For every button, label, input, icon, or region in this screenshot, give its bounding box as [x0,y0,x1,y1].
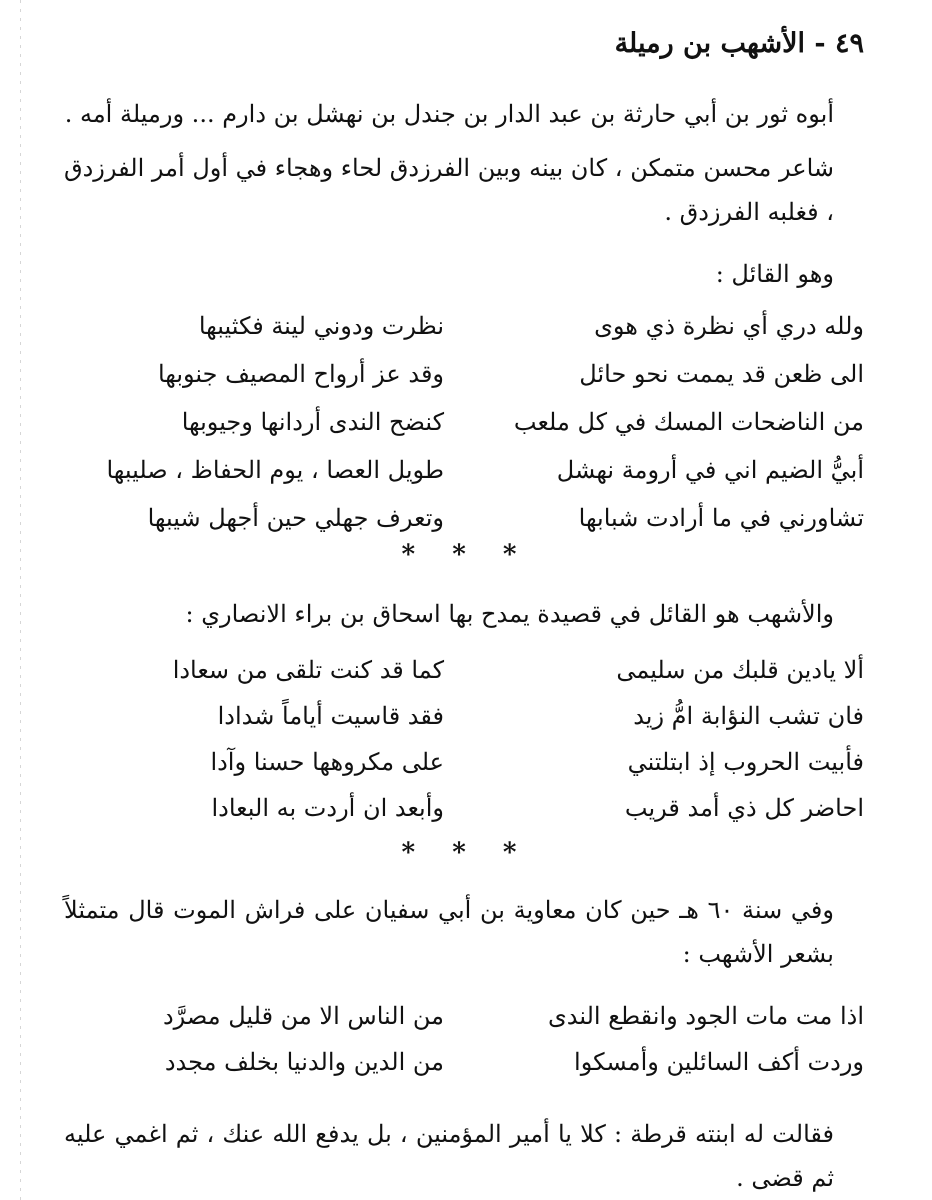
verse-first-hemistich: ولله دري أي نظرة ذي هوى [594,312,864,340]
verse-first-hemistich: فان تشب النؤابة امُّ زيد [633,702,864,730]
verse-first-hemistich: فأبيت الحروب إذ ابتلتني [627,748,864,776]
verse-first-hemistich: تشاورني في ما أرادت شبابها [578,504,864,532]
verse-second-hemistich: طويل العصا ، يوم الحفاظ ، صليبها [106,456,444,484]
verse-second-hemistich: على مكروهها حسنا وآدا [210,748,444,776]
verse-line [64,304,864,348]
verse-line [64,786,864,830]
verse-first-hemistich: الى ظعن قد يممت نحو حائل [579,360,864,388]
verse-first-hemistich: وردت أكف السائلين وأمسكوا [574,1048,864,1076]
verse-second-hemistich: من الدين والدنيا بخلف مجدد [164,1048,444,1076]
verse-first-hemistich: اذا مت مات الجود وانقطع الندى [547,1002,864,1030]
verse-first-hemistich: من الناضحات المسك في كل ملعب [513,408,864,436]
verse-line [64,400,864,444]
verse-second-hemistich: نظرت ودوني لينة فكثيبها [198,312,444,340]
paragraph-text: وهو القائل : [715,260,834,288]
paragraph-intro-poem3 [64,888,864,976]
verse-second-hemistich: كما قد كنت تلقى من سعادا [172,656,444,684]
paragraph-lineage [64,92,864,136]
verse-second-hemistich: وتعرف جهلي حين أجهل شيبها [147,504,444,532]
paragraph-text: شاعر محسن متمكن ، كان بينه وبين الفرزدق لحاء وهجاء في أول أمر الفرزدق ، فغلبه الفرزدق . [64,154,834,226]
verse-second-hemistich: من الناس الا من قليل مصرَّد [162,1002,444,1030]
verse-second-hemistich: كنضح الندى أردانها وجيوبها [181,408,444,436]
verse-second-hemistich: فقد قاسيت أياماً شدادا [217,702,444,730]
verse-line [64,448,864,492]
verse-line [64,694,864,738]
paragraph-conclusion [64,1112,864,1200]
entry-heading: ٤٩ - الأشهب بن رميلة [614,28,864,59]
verse-line [64,740,864,784]
paragraph-text: وفي سنة ٦٠ هـ حين كان معاوية بن أبي سفيان على فراش الموت قال متمثلاً بشعر الأشهب : [64,896,834,968]
verse-first-hemistich: أبيُّ الضيم اني في أرومة نهشل [556,456,864,484]
scan-margin-line [20,0,21,1200]
verse-first-hemistich: احاضر كل ذي أمد قريب [624,794,864,822]
paragraph-description [64,146,864,234]
section-separator: * * * [401,540,531,570]
paragraph-intro-poem1 [64,252,864,296]
verse-line [64,648,864,692]
paragraph-text: والأشهب هو القائل في قصيدة يمدح بها اسحاق بن براء الانصاري : [185,600,834,628]
verse-line [64,1040,864,1084]
verse-line [64,994,864,1038]
paragraph-intro-poem2 [64,592,864,636]
verse-second-hemistich: وقد عز أرواح المصيف جنوبها [157,360,444,388]
paragraph-text: أبوه ثور بن أبي حارثة بن عبد الدار بن جندل بن نهشل بن دارم ... ورميلة أمه . [64,100,834,128]
verse-line [64,352,864,396]
section-separator: * * * [401,838,531,868]
verse-line [64,496,864,540]
verse-first-hemistich: ألا يادين قلبك من سليمى [616,656,864,684]
verse-second-hemistich: وأبعد ان أردت به البعادا [211,794,444,822]
paragraph-text: فقالت له ابنته قرطة : كلا يا أمير المؤمنين ، بل يدفع الله عنك ، ثم اغمي عليه ثم قضى . [64,1120,834,1192]
